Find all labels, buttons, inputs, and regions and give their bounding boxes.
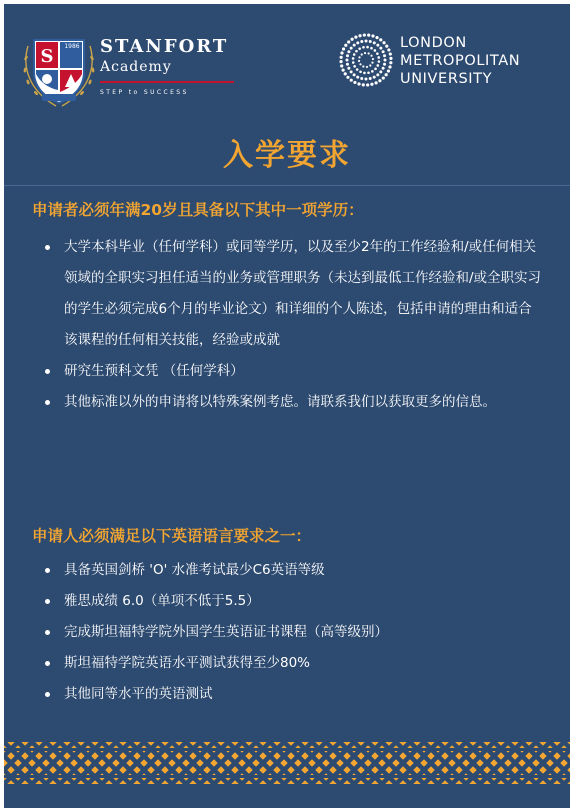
logo-dot <box>340 56 343 59</box>
logo-dot <box>361 53 363 55</box>
logo-dot <box>356 68 359 71</box>
list-item: 斯坦福特学院英语水平测试获得至少80% <box>44 648 544 679</box>
school-tagline: STEP to SUCCESS <box>100 89 189 96</box>
logo-dot <box>374 81 377 84</box>
logo-dot <box>350 79 353 82</box>
logo-dot <box>347 40 350 43</box>
logo-dot <box>371 34 374 37</box>
logo-dot <box>369 64 371 66</box>
logo-dot <box>379 38 382 41</box>
list-item: 其他标准以外的申请将以特殊案例考虑。请联系我们以获取更多的信息。 <box>44 387 544 418</box>
logo-dot <box>362 46 365 49</box>
logo-dot <box>358 56 360 58</box>
page-title: 入学要求 <box>223 138 351 173</box>
logo-dot <box>353 44 356 47</box>
logo-dot <box>375 36 378 39</box>
logo-dot <box>362 65 364 67</box>
logo-dot <box>367 71 370 74</box>
logo-dot <box>389 57 392 60</box>
logo-dot <box>363 72 366 75</box>
logo-dot <box>352 57 355 60</box>
logo-dot <box>369 77 372 80</box>
partner-line: METROPOLITAN <box>400 53 521 69</box>
logo-dot <box>346 63 349 66</box>
logo-dot <box>359 63 361 65</box>
logo-dot <box>389 52 392 55</box>
partner-name <box>400 34 520 88</box>
crest-year: 1986 <box>64 43 80 50</box>
divider <box>4 185 570 186</box>
logo-dot <box>374 68 377 71</box>
logo-dot <box>378 60 381 63</box>
logo-dot <box>353 81 356 84</box>
logo-dot <box>376 44 379 47</box>
footer-rule-bottom <box>4 775 570 778</box>
logo-dot <box>339 60 342 63</box>
logo-dot <box>347 67 350 70</box>
logo-dot <box>385 73 388 76</box>
logo-dot <box>358 47 361 50</box>
logo-dot <box>340 64 343 67</box>
education-heading: 申请者必须年满20岁且具备以下其中一项学历： <box>32 201 364 219</box>
logo-dot <box>340 51 343 54</box>
logo-dot <box>373 76 376 79</box>
logo-dot <box>358 34 361 37</box>
logo-dot <box>342 68 345 71</box>
logo-dot <box>382 41 385 44</box>
logo-dot <box>358 60 360 62</box>
list-item: 雅思成绩 6.0（单项不低于5.5） <box>44 586 544 617</box>
logo-dot <box>370 47 373 50</box>
logo-dot <box>350 47 353 50</box>
logo-dot <box>344 72 347 75</box>
logo-dot <box>352 61 355 64</box>
logo-dot <box>360 40 363 43</box>
logo-dot <box>353 65 356 68</box>
logo-dot <box>346 54 349 57</box>
logo-dot <box>388 65 391 68</box>
logo-dot <box>387 48 390 51</box>
logo-dot <box>363 33 366 36</box>
logo-dot <box>376 52 379 55</box>
logo-dot <box>360 77 363 80</box>
list-item: 大学本科毕业（任何学科）或同等学历，以及至少2年的工作经验和/或任何相关领域的全职实习担任适当的业务或管理职务（未达到最低工作经验和/或全职实习的学生必须完成6个月的毕业论文）和详细的个人陈述，包括申请的理由和适合该课程的任何相关技能，经验或成就 <box>44 232 544 356</box>
logo-dot <box>379 47 382 50</box>
logo-dot <box>382 76 385 79</box>
partner-line: LONDON <box>400 35 467 51</box>
dot-circle-icon <box>338 32 394 88</box>
svg-text:S: S <box>40 46 54 67</box>
logo-dot <box>346 76 349 79</box>
logo-dot <box>379 70 382 73</box>
logo-dot <box>364 52 366 54</box>
logo-dot <box>374 49 377 52</box>
logo-dot <box>353 53 356 56</box>
logo-dot <box>359 70 362 73</box>
logo-dot <box>367 34 370 37</box>
logo-dot <box>377 56 380 59</box>
logo-dot <box>350 70 353 73</box>
english-heading: 申请人必须满足以下英语语言要求之一： <box>32 527 312 545</box>
logo-dot <box>354 36 357 39</box>
logo-dot <box>387 69 390 72</box>
logo-dot <box>369 40 372 43</box>
school-name: STANFORT <box>100 36 229 57</box>
logo-dot <box>372 58 374 60</box>
logo-dot <box>344 44 347 47</box>
logo-dot <box>373 41 376 44</box>
list-item: 具备英国剑桥 'O' 水准考试最少C6英语等级 <box>44 555 544 586</box>
english-list <box>44 555 544 710</box>
logo-dot <box>383 54 386 57</box>
logo-dot <box>382 50 385 53</box>
list-item: 研究生预科文凭 （任何学科） <box>44 356 544 387</box>
logo-dot <box>382 67 385 70</box>
logo-dot <box>346 58 349 61</box>
logo-dot <box>357 82 360 85</box>
logo-dot <box>364 77 367 80</box>
logo-dot <box>365 40 368 43</box>
logo-dot <box>370 83 373 86</box>
education-list <box>44 232 544 418</box>
logo-dot <box>366 83 369 86</box>
logo-dot <box>347 50 350 53</box>
logo-dot <box>342 47 345 50</box>
logo-dot <box>383 59 386 62</box>
logo-dot <box>356 41 359 44</box>
list-item: 完成斯坦福特学院外国学生英语证书课程（高等级别） <box>44 617 544 648</box>
logo-dot <box>368 52 370 54</box>
logo-dot <box>350 38 353 41</box>
logo-dot <box>362 83 365 86</box>
logo-dot <box>371 62 373 64</box>
list-item: 其他同等水平的英语测试 <box>44 679 544 710</box>
logo-dot <box>355 50 358 53</box>
logo-dot <box>371 70 374 73</box>
brochure-page <box>4 4 570 808</box>
logo-dot <box>376 73 379 76</box>
logo-dot <box>383 63 386 66</box>
crest-icon <box>22 32 96 112</box>
logo-dot <box>356 76 359 79</box>
logo-dot <box>376 64 379 67</box>
brand-rule <box>100 81 234 83</box>
logo-dot <box>378 79 381 82</box>
logo-dot <box>366 46 369 49</box>
school-subtitle: Academy <box>100 59 172 75</box>
logo-dot <box>389 61 392 64</box>
footer-rule-top <box>4 748 570 751</box>
partner-line: UNIVERSITY <box>400 71 493 87</box>
logo-dot <box>353 73 356 76</box>
logo-dot <box>366 66 368 68</box>
logo-dot <box>385 44 388 47</box>
logo-dot <box>370 55 372 57</box>
